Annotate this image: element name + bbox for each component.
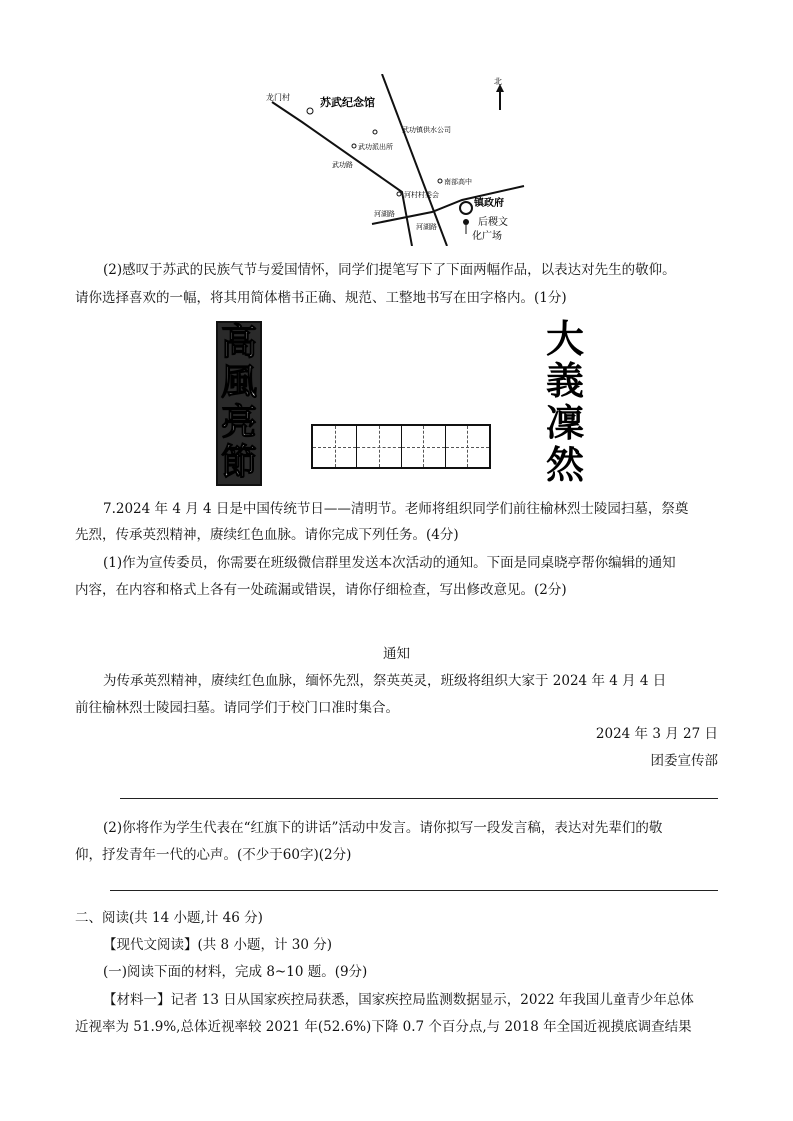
svg-text:河村村委会: 河村村委会 [404, 191, 439, 199]
calligraphy-char: 亮 [220, 402, 257, 443]
calligraphy-char: 凜 [545, 400, 584, 445]
svg-text:河湖路: 河湖路 [416, 223, 437, 231]
material1-line1: 【材料一】记者 13 日从国家疾控局获悉，国家疾控局监测数据显示，2022 年我国儿童青少年总体 [103, 992, 694, 1008]
modern-reading-heading: 【现代文阅读】(共 8 小题，计 30 分) [103, 937, 332, 953]
calligraphy-char: 義 [545, 358, 584, 403]
svg-text:武功派出所: 武功派出所 [358, 143, 393, 151]
q7-2-line1: (2)你将作为学生代表在“红旗下的讲话”活动中发言。请你拟写一段发言稿，表达对先辈们的敬 [103, 820, 663, 836]
notice-date: 2024 年 3 月 27 日 [595, 726, 718, 742]
q7-1-line1: (1)作为宣传委员，你需要在班级微信群里发送本次活动的通知。下面是同桌晓亭帮你编辑的通知 [103, 555, 676, 571]
grid-cell[interactable] [357, 426, 401, 467]
q7-stem-line2: 先烈，传承英烈精神，赓续红色血脉。请你完成下列任务。(4分) [75, 527, 459, 543]
grid-cell[interactable] [402, 426, 446, 467]
calligraphy-char: 風 [220, 362, 257, 403]
calligraphy-char: 然 [545, 442, 584, 487]
calligraphy-right [535, 318, 595, 486]
notice-signer: 团委宣传部 [650, 753, 718, 769]
q6-2-prompt-line1: (2)感叹于苏武的民族气节与爱国情怀，同学们提笔写下了下面两幅作品，以表达对先生的敬仰。 [103, 262, 676, 278]
svg-text:武功镇供水公司: 武功镇供水公司 [402, 126, 451, 134]
grid-cell[interactable] [313, 426, 357, 467]
svg-text:镇政府: 镇政府 [474, 198, 504, 209]
q7-1-line2: 内容，在内容和格式上各有一处疏漏或错误，请你仔细检查，写出修改意见。(2分) [75, 582, 567, 598]
q6-2-prompt-line2: 请你选择喜欢的一幅，将其用简体楷书正确、规范、工整地书写在田字格内。(1分) [75, 290, 567, 306]
svg-text:后稷文: 后稷文 [478, 217, 508, 228]
svg-text:苏武纪念馆: 苏武纪念馆 [320, 96, 375, 109]
answer-line[interactable] [120, 798, 718, 799]
q7-stem-line1: 7.2024 年 4 月 4 日是中国传统节日——清明节。老师将组织同学们前往榆林烈士陵园扫墓，祭奠 [103, 501, 689, 517]
svg-text:武功路: 武功路 [332, 161, 353, 169]
town-gov-icon [460, 202, 472, 214]
svg-text:南部高中: 南部高中 [444, 178, 472, 186]
calligraphy-left [216, 321, 262, 486]
svg-text:河湖路: 河湖路 [374, 210, 395, 218]
q7-2-line2: 仰，抒发青年一代的心声。(不少于60字)(2分) [75, 847, 352, 863]
svg-text:龙门村: 龙门村 [266, 93, 290, 102]
answer-line[interactable] [110, 890, 718, 891]
calligraphy-char: 節 [220, 442, 257, 483]
section2-title: 二、阅读(共 14 小题,计 46 分) [75, 910, 263, 926]
notice-body-line1: 为传承英烈精神，赓续红色血脉，缅怀先烈，祭英英灵，班级将组织大家于 2024 年 4 月 4 日 [103, 673, 667, 689]
svg-text:化广场: 化广场 [472, 231, 502, 242]
grid-cell[interactable] [446, 426, 489, 467]
calligraphy-char: 大 [545, 316, 584, 361]
tianzige-writing-grid[interactable] [311, 424, 491, 469]
part1-heading: (一)阅读下面的材料，完成 8~10 题。(9分) [103, 964, 368, 980]
memorial-marker [307, 108, 313, 114]
square-pin-icon [463, 219, 469, 225]
notice-body-line2: 前往榆林烈士陵园扫墓。请同学们于校门口准时集合。 [75, 700, 399, 716]
route-map [262, 74, 532, 246]
material1-line2: 近视率为 51.9%,总体近视率较 2021 年(52.6%)下降 0.7 个百分点,与 2018 年全国近视摸底调查结果 [75, 1019, 692, 1035]
svg-text:北: 北 [494, 77, 502, 86]
calligraphy-char: 高 [220, 322, 257, 363]
notice-title: 通知 [383, 646, 410, 662]
